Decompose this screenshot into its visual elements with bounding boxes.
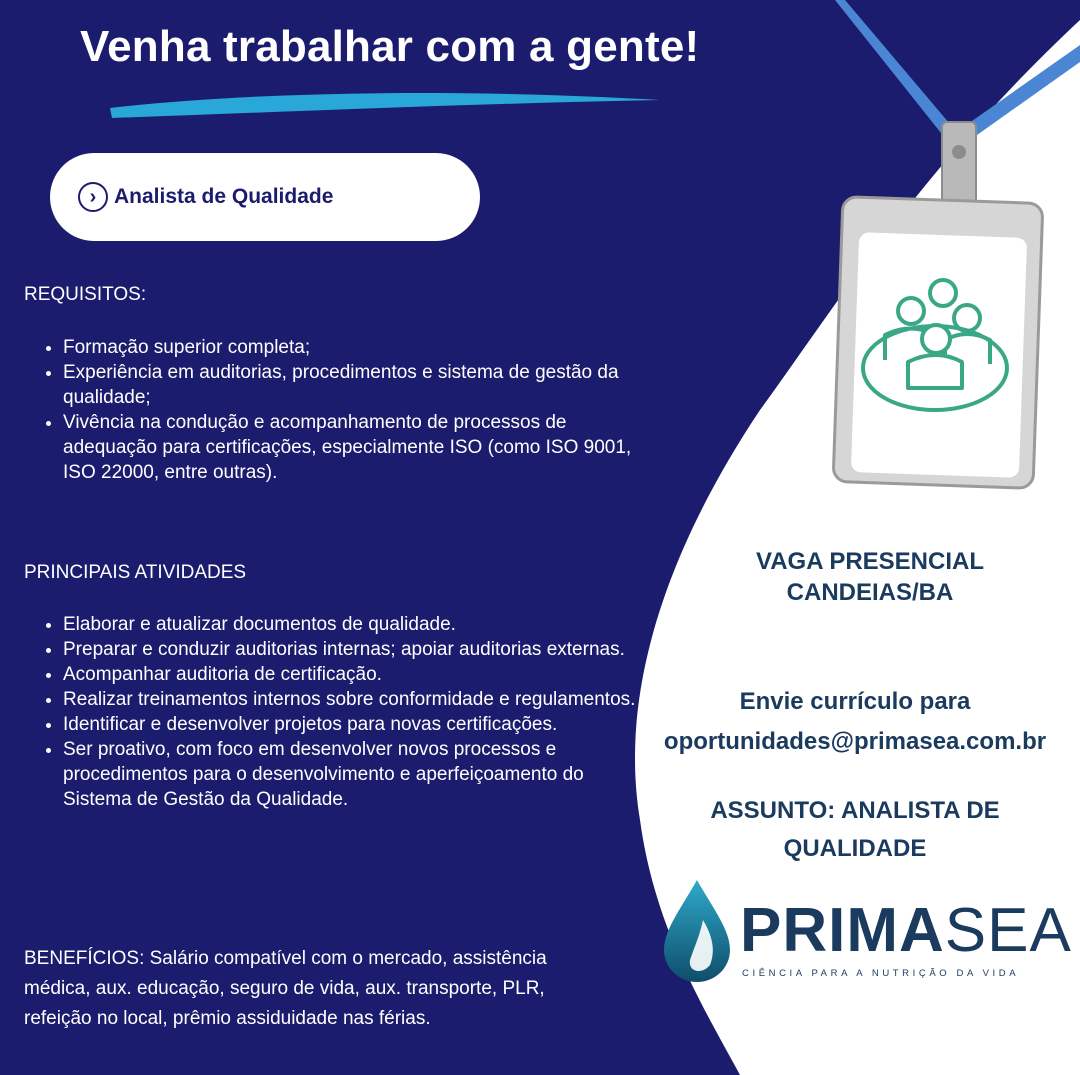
list-item: • Identificar e desenvolver projetos para novas certificações. xyxy=(63,712,643,737)
subject-line2: QUALIDADE xyxy=(783,835,927,862)
chevron-right-circle-icon: › xyxy=(78,182,108,212)
list-item: • Experiência em auditorias, procedimentos e sistema de gestão da qualidade; xyxy=(63,360,643,410)
primasea-logo xyxy=(740,896,1072,965)
logo-word-strong: PRIMA xyxy=(740,896,945,965)
role-pill xyxy=(50,153,480,241)
vaga-line2: CANDEIAS/BA xyxy=(786,579,954,606)
logo-word-light: SEA xyxy=(944,896,1072,965)
subject-info xyxy=(680,792,1030,868)
list-item: • Realizar treinamentos internos sobre conformidade e regulamentos. xyxy=(63,687,643,712)
list-item: • Acompanhar auditoria de certificação. xyxy=(63,662,643,687)
contact-info xyxy=(640,682,1070,762)
contact-line1: Envie currículo para xyxy=(739,688,971,715)
role-label: Analista de Qualidade xyxy=(114,185,334,208)
contact-email[interactable]: oportunidades@primasea.com.br xyxy=(663,728,1047,755)
list-item: • Formação superior completa; xyxy=(63,335,643,360)
atividades-title: PRINCIPAIS ATIVIDADES xyxy=(24,562,247,583)
list-item: • Ser proativo, com foco em desenvolver novos processos e procedimentos para o desenvolvimento e aperfeiçoamento do Sistema de Gestão da Qualidade. xyxy=(63,737,643,812)
subject-line1: ASSUNTO: ANALISTA DE xyxy=(710,797,1000,824)
brush-stroke xyxy=(110,93,660,118)
atividades-list xyxy=(38,612,643,812)
list-item: • Elaborar e atualizar documentos de qualidade. xyxy=(63,612,643,637)
logo-tagline: CIÊNCIA PARA A NUTRIÇÃO DA VIDA xyxy=(742,968,1020,979)
lanyard-strap-left xyxy=(835,0,955,138)
vaga-line1: VAGA PRESENCIAL xyxy=(755,548,985,575)
list-item: • Vivência na condução e acompanhamento de processos de adequação para certificações, especialmente ISO (como ISO 9001, ISO 22000, entre outras). xyxy=(63,410,643,485)
benefits-text: BENEFÍCIOS: Salário compatível com o mercado, assistência médica, aux. educação, seguro de vida, aux. transporte, PLR, refeição no local, prêmio assiduidade nas férias. xyxy=(24,948,547,1029)
headline: Venha trabalhar com a gente! xyxy=(80,22,700,71)
requisitos-title: REQUISITOS: xyxy=(24,284,147,305)
requisitos-list xyxy=(38,335,643,485)
list-item: • Preparar e conduzir auditorias internas; apoiar auditorias externas. xyxy=(63,637,643,662)
vaga-info xyxy=(720,546,1020,608)
